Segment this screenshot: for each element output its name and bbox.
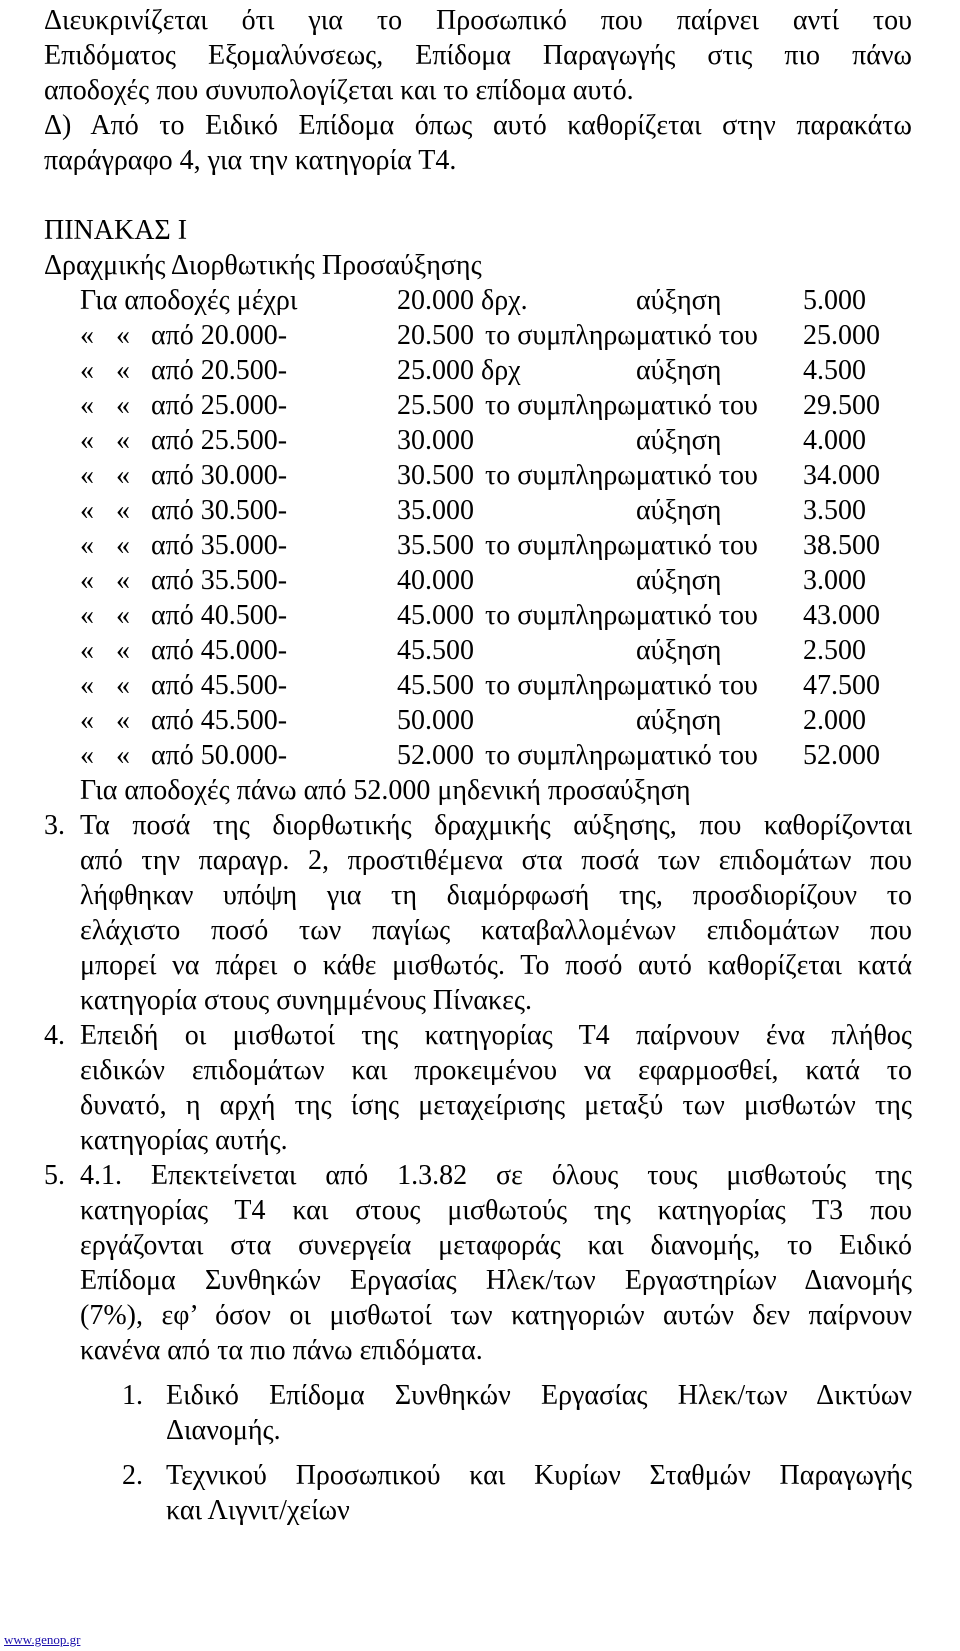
table-row (0, 562, 960, 599)
item3-line-1: Τα ποσά της διορθωτικής δραχμικής αύξησης, που καθορίζονται (80, 810, 912, 841)
item4-line-1: Επειδή οι μισθωτοί της κατηγορίας Τ4 παίρνουν ένα πλήθος (80, 1020, 912, 1051)
row-from: από 45.500- (151, 705, 288, 736)
row-quote-1: « (80, 460, 94, 491)
first-row-amount: 20.000 δρχ. (397, 285, 528, 316)
table-row (0, 597, 960, 634)
intro-line-3: αποδοχές που συνυπολογίζεται και το επίδομα αυτό. (44, 75, 634, 106)
item5-line-3: εργάζονται στα συνεργεία μεταφοράς και διανομής, το Ειδικό (80, 1230, 912, 1261)
row-quote-2: « (116, 460, 130, 491)
item4-line-2: ειδικών επιδομάτων και προκειμένου να εφαρμοσθεί, κατά το (80, 1055, 912, 1086)
intro-line-2: Επιδόματος Εξομαλύνσεως, Επίδομα Παραγωγής στις πιο πάνω (44, 40, 912, 71)
item5-line-6: κανένα από τα πιο πάνω επιδόματα. (80, 1335, 483, 1366)
item3-line-5: μπορεί να πάρει ο κάθε μισθωτός. Το ποσό αυτό καθορίζεται κατά (80, 950, 912, 981)
row-term: το συμπληρωματικό του (485, 320, 758, 351)
row-quote-1: « (80, 530, 94, 561)
row-quote-2: « (116, 635, 130, 666)
row-amount: 35.500 (397, 530, 474, 561)
item5-line-1: 4.1. Επεκτείνεται από 1.3.82 σε όλους τους μισθωτούς της (80, 1160, 912, 1191)
intro-line-5: παράγραφο 4, για την κατηγορία Τ4. (44, 145, 457, 176)
table-row (0, 317, 960, 354)
table-row (0, 527, 960, 564)
row-quote-1: « (80, 320, 94, 351)
row-term: αύξηση (636, 355, 722, 386)
row-from: από 50.000- (151, 740, 288, 771)
intro-line-1: Διευκρινίζεται ότι για το Προσωπικό που παίρνει αντί του (44, 5, 912, 36)
row-quote-1: « (80, 495, 94, 526)
subitem1-line-1: Ειδικό Επίδομα Συνθηκών Εργασίας Ηλεκ/των Δικτύων (166, 1380, 912, 1411)
subitem2-line-1: Τεχνικού Προσωπικού και Κυρίων Σταθμών Παραγωγής (166, 1460, 912, 1491)
row-value: 3.500 (803, 495, 866, 526)
footer-link[interactable]: www.genop.gr (4, 1632, 81, 1647)
row-quote-2: « (116, 390, 130, 421)
row-quote-2: « (116, 320, 130, 351)
row-quote-2: « (116, 530, 130, 561)
row-from: από 35.500- (151, 565, 288, 596)
subitem2-number: 2. (122, 1460, 143, 1491)
row-amount: 25.500 (397, 390, 474, 421)
row-value: 47.500 (803, 670, 880, 701)
row-quote-1: « (80, 355, 94, 386)
row-quote-1: « (80, 670, 94, 701)
row-from: από 20.000- (151, 320, 288, 351)
table-row (0, 737, 960, 774)
row-quote-1: « (80, 600, 94, 631)
subitem1-line-2: Διανομής. (166, 1415, 281, 1446)
row-value: 43.000 (803, 600, 880, 631)
table-title: ΠΙΝΑΚΑΣ Ι (44, 215, 188, 246)
row-quote-1: « (80, 635, 94, 666)
row-value: 25.000 (803, 320, 880, 351)
row-amount: 25.000 δρχ (397, 355, 521, 386)
row-amount: 45.500 (397, 670, 474, 701)
row-value: 52.000 (803, 740, 880, 771)
item4-number: 4. (44, 1020, 65, 1051)
row-quote-2: « (116, 600, 130, 631)
row-amount: 40.000 (397, 565, 474, 596)
table-row (0, 632, 960, 669)
table-subtitle: Δραχμικής Διορθωτικής Προσαύξησης (44, 250, 482, 281)
table-row (0, 352, 960, 389)
row-term: το συμπληρωματικό του (485, 460, 758, 491)
row-quote-1: « (80, 705, 94, 736)
row-from: από 25.500- (151, 425, 288, 456)
subitem1-number: 1. (122, 1380, 143, 1411)
item5-number: 5. (44, 1160, 65, 1191)
item4-line-3: δυνατό, η αρχή της ίσης μεταχείρισης μεταξύ των μισθωτών της (80, 1090, 912, 1121)
row-amount: 35.000 (397, 495, 474, 526)
row-value: 2.500 (803, 635, 866, 666)
row-term: το συμπληρωματικό του (485, 390, 758, 421)
row-quote-1: « (80, 425, 94, 456)
row-amount: 52.000 (397, 740, 474, 771)
first-row-value: 5.000 (803, 285, 866, 316)
row-value: 4.000 (803, 425, 866, 456)
item5-line-4: Επίδομα Συνθηκών Εργασίας Ηλεκ/των Εργαστηρίων Διανομής (80, 1265, 912, 1296)
table-row (0, 457, 960, 494)
item3-line-2: από την παραγρ. 2, προστιθέμενα στα ποσά των επιδομάτων που (80, 845, 912, 876)
row-from: από 40.500- (151, 600, 288, 631)
item3-line-4: ελάχιστο ποσό των παγίως καταβαλλομένων επιδομάτων που (80, 915, 912, 946)
table-row (0, 492, 960, 529)
row-amount: 50.000 (397, 705, 474, 736)
row-quote-2: « (116, 425, 130, 456)
row-term: αύξηση (636, 705, 722, 736)
item5-line-5: (7%), εφ’ όσον οι μισθωτοί των κατηγοριών αυτών δεν παίρνουν (80, 1300, 912, 1331)
row-value: 4.500 (803, 355, 866, 386)
row-from: από 30.000- (151, 460, 288, 491)
first-row-term: αύξηση (636, 285, 722, 316)
row-quote-2: « (116, 705, 130, 736)
table-closing: Για αποδοχές πάνω από 52.000 μηδενική προσαύξηση (80, 775, 691, 806)
intro-line-4: Δ) Από το Ειδικό Επίδομα όπως αυτό καθορίζεται στην παρακάτω (44, 110, 912, 141)
row-from: από 30.500- (151, 495, 288, 526)
table-row (0, 702, 960, 739)
row-value: 38.500 (803, 530, 880, 561)
row-quote-1: « (80, 565, 94, 596)
row-from: από 25.000- (151, 390, 288, 421)
row-amount: 30.500 (397, 460, 474, 491)
row-term: αύξηση (636, 425, 722, 456)
row-from: από 20.500- (151, 355, 288, 386)
table-row (0, 667, 960, 704)
item5-line-2: κατηγορίας Τ4 και στους μισθωτούς της κατηγορίας Τ3 που (80, 1195, 912, 1226)
row-amount: 30.000 (397, 425, 474, 456)
row-amount: 45.000 (397, 600, 474, 631)
first-row-label: Για αποδοχές μέχρι (80, 285, 298, 316)
item4-line-4: κατηγορίας αυτής. (80, 1125, 288, 1156)
item3-number: 3. (44, 810, 65, 841)
row-quote-2: « (116, 495, 130, 526)
row-term: αύξηση (636, 565, 722, 596)
row-amount: 45.500 (397, 635, 474, 666)
row-value: 2.000 (803, 705, 866, 736)
row-amount: 20.500 (397, 320, 474, 351)
table-first-row (0, 282, 960, 319)
row-quote-2: « (116, 565, 130, 596)
row-term: το συμπληρωματικό του (485, 530, 758, 561)
table-row (0, 387, 960, 424)
row-quote-2: « (116, 740, 130, 771)
item3-line-6: κατηγορία στους συνημμένους Πίνακες. (80, 985, 532, 1016)
row-value: 34.000 (803, 460, 880, 491)
row-term: το συμπληρωματικό του (485, 740, 758, 771)
row-from: από 35.000- (151, 530, 288, 561)
row-term: το συμπληρωματικό του (485, 600, 758, 631)
subitem2-line-2: και Λιγνιτ/χείων (166, 1495, 350, 1526)
row-value: 3.000 (803, 565, 866, 596)
item3-line-3: λήφθηκαν υπόψη για τη διαμόρφωσή της, προσδιορίζουν το (80, 880, 912, 911)
row-term: αύξηση (636, 635, 722, 666)
row-term: αύξηση (636, 495, 722, 526)
row-from: από 45.500- (151, 670, 288, 701)
row-quote-2: « (116, 355, 130, 386)
row-quote-1: « (80, 740, 94, 771)
row-from: από 45.000- (151, 635, 288, 666)
row-quote-2: « (116, 670, 130, 701)
row-term: το συμπληρωματικό του (485, 670, 758, 701)
row-value: 29.500 (803, 390, 880, 421)
table-row (0, 422, 960, 459)
row-quote-1: « (80, 390, 94, 421)
